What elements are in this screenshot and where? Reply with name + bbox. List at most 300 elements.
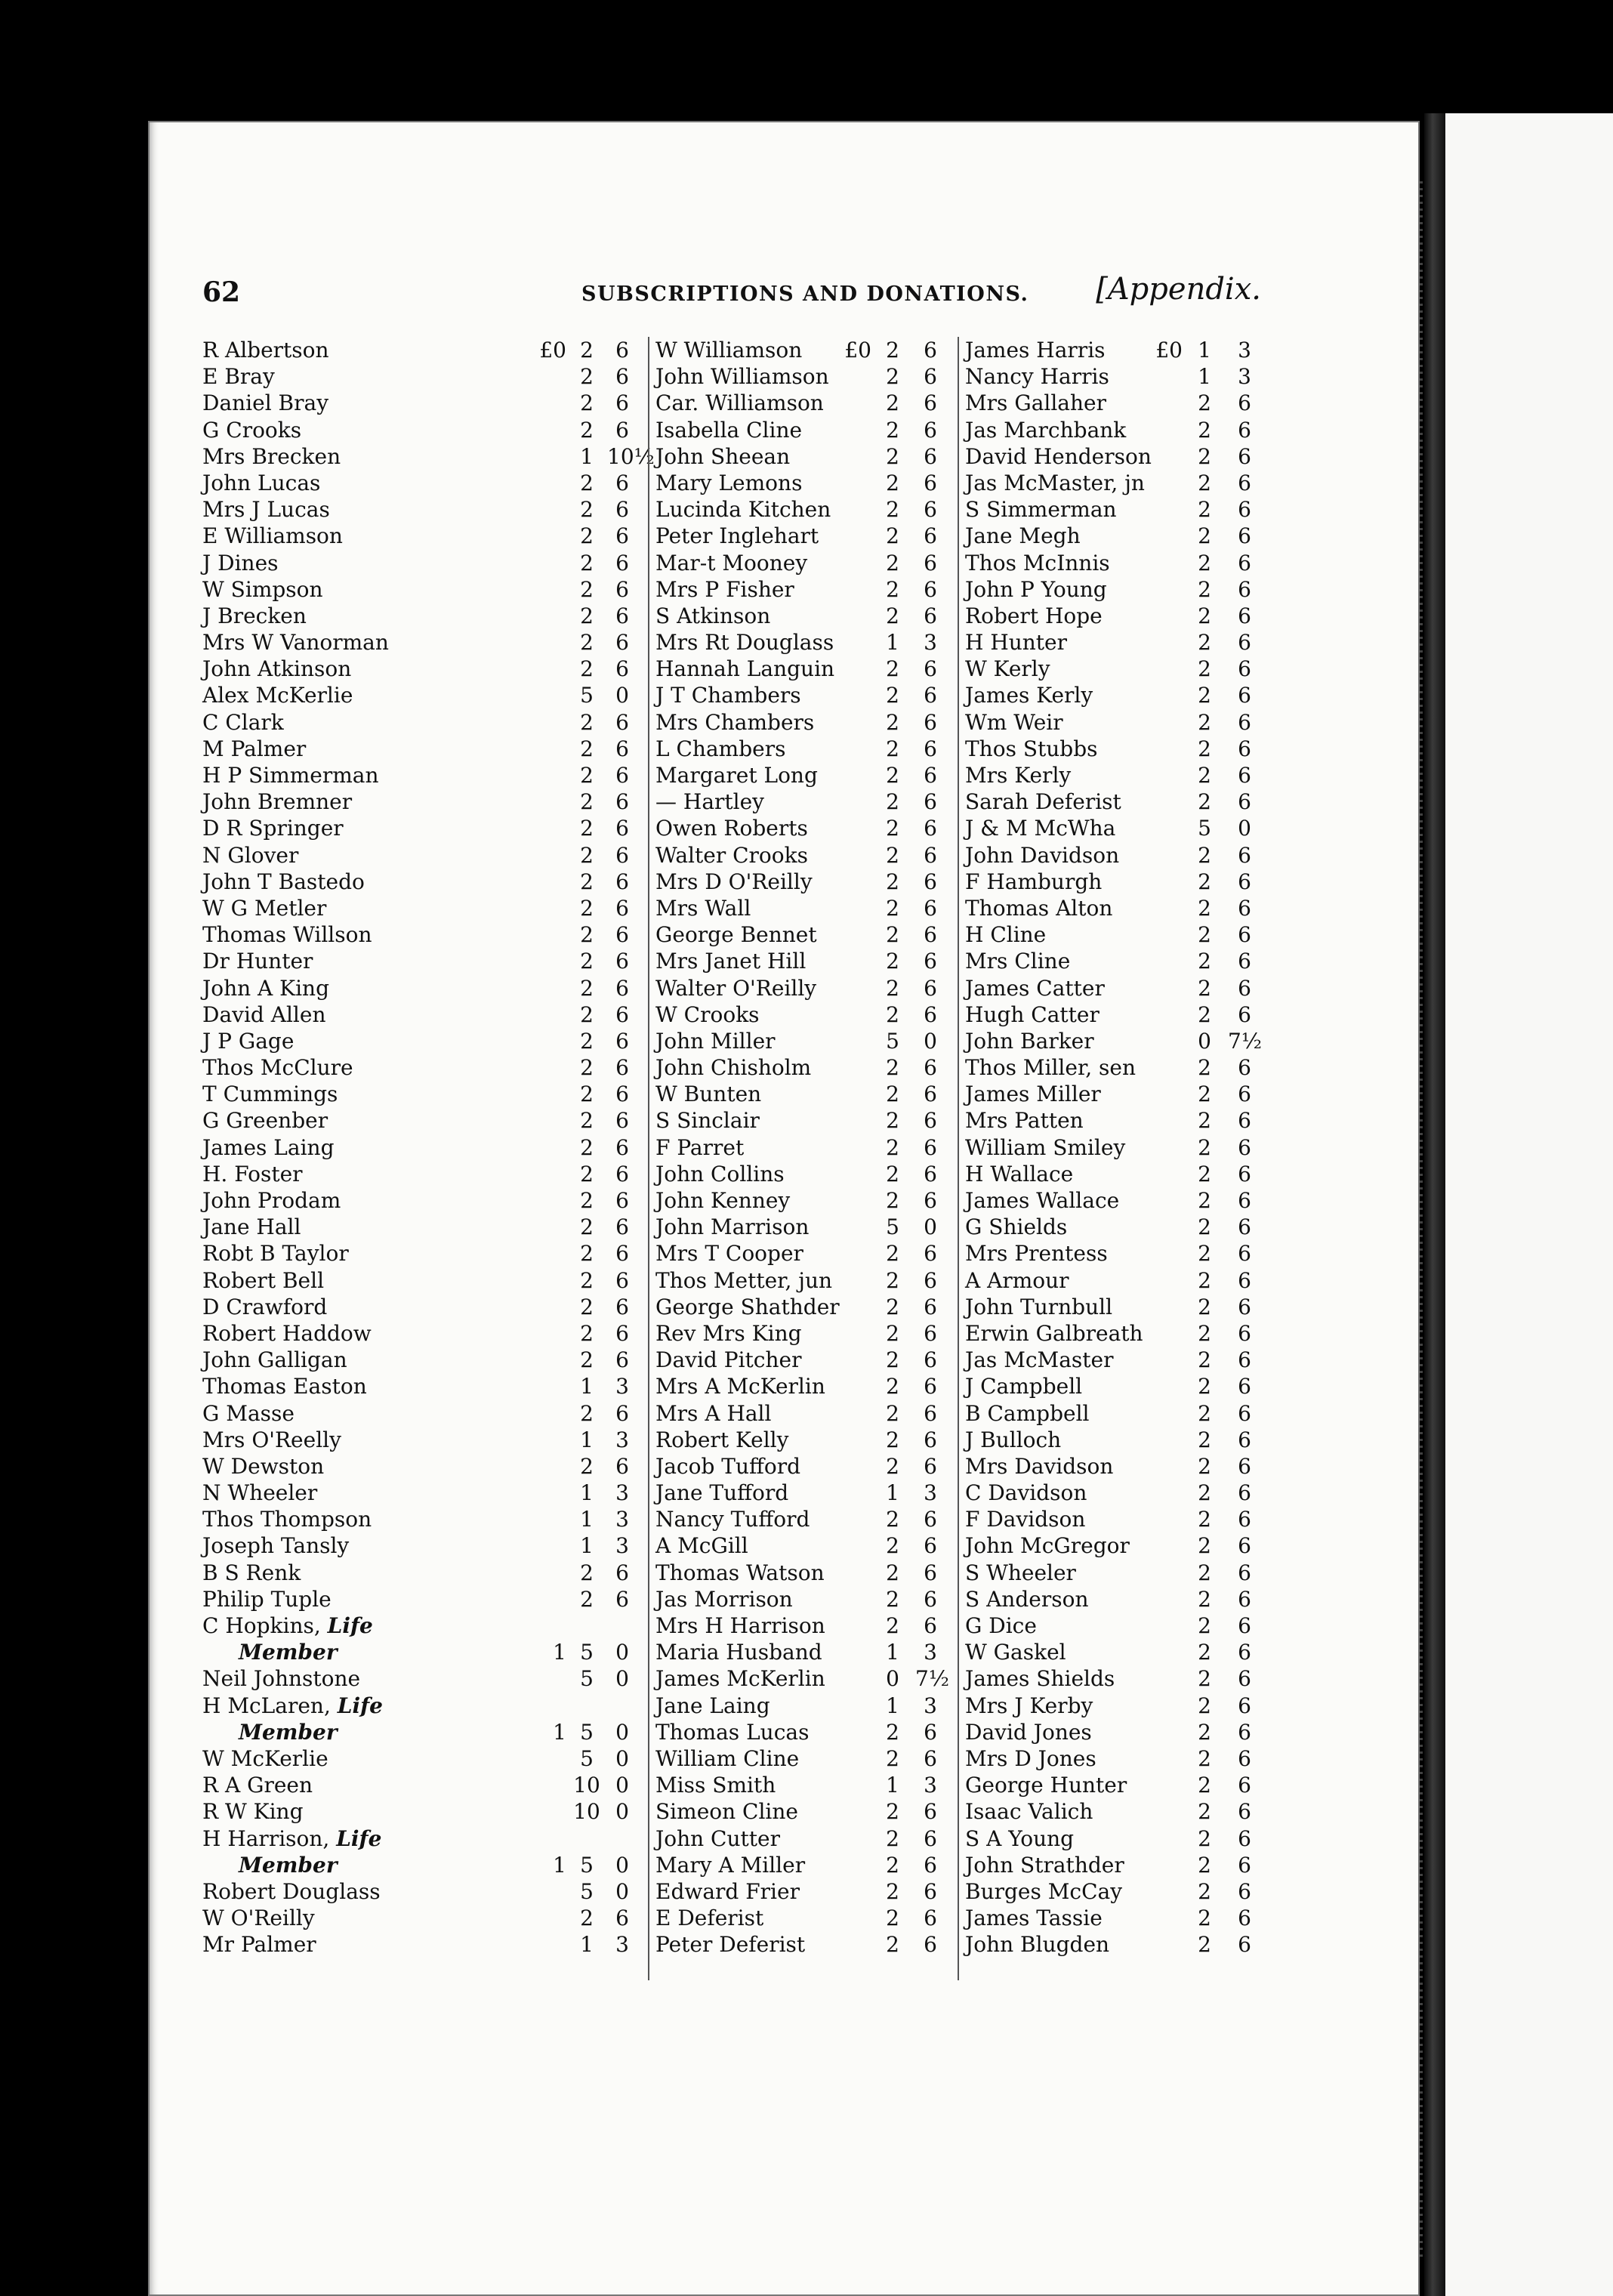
subscriber-name [202, 1081, 338, 1107]
amount-shillings: 2 [1198, 497, 1211, 523]
subscription-entry [959, 921, 1270, 948]
amount-pence: 6 [924, 763, 937, 788]
amount-shillings: 2 [886, 1533, 899, 1559]
amount-shillings: 10 [573, 1799, 600, 1825]
amount-shillings: 2 [1198, 895, 1211, 921]
amount-pence: 6 [615, 1400, 629, 1426]
subscription-entry [649, 1693, 953, 1719]
amount-pence: 6 [924, 1400, 937, 1426]
amount-shillings: 2 [580, 922, 594, 948]
subscription-entry [649, 1054, 953, 1081]
subscription-entry [202, 1852, 639, 1878]
subscription-entry [202, 762, 639, 788]
subscriber-name [202, 1905, 315, 1931]
subscriber-name-text: R Albertson [202, 338, 329, 363]
amount-pence: 6 [924, 338, 937, 363]
subscription-entry [649, 682, 953, 708]
subscriber-name [655, 842, 808, 869]
subscription-entry [202, 1693, 639, 1719]
subscription-entry [959, 682, 1270, 708]
amount-shillings: 2 [580, 1001, 594, 1027]
subscriber-name-text: S Simmerman [965, 497, 1117, 523]
subscriber-name-text: Mrs A McKerlin [655, 1374, 825, 1400]
subscriber-name-text: B Campbell [965, 1400, 1090, 1426]
subscription-entry [649, 815, 953, 841]
subscriber-name [655, 417, 802, 443]
subscriber-name [965, 1161, 1073, 1187]
subscription-entry [202, 1480, 639, 1506]
subscription-entry [649, 550, 953, 576]
subscription-entry [649, 1560, 953, 1586]
amount-shillings: 2 [1198, 842, 1211, 868]
amount-pence: 3 [924, 1693, 937, 1718]
amount-shillings: 1 [580, 1427, 594, 1452]
subscriber-name [655, 1506, 810, 1532]
amount-shillings: 2 [886, 736, 899, 761]
subscriber-name [655, 1373, 825, 1400]
subscriber-name [202, 576, 323, 603]
amount-pence: 3 [924, 1640, 937, 1665]
amount-pence: 0 [615, 1666, 629, 1692]
amount-pence: 6 [1238, 1480, 1251, 1506]
subscription-entry [202, 921, 639, 948]
subscriber-name-text: C Davidson [965, 1480, 1087, 1506]
subscriber-name [965, 1347, 1113, 1373]
subscriber-name-text: Mrs J Kerby [965, 1693, 1093, 1718]
subscription-entry [649, 1214, 953, 1240]
subscriber-name-text: Joseph Tansly [202, 1533, 350, 1559]
subscription-entry [649, 1028, 953, 1054]
amount-pence: 6 [615, 895, 629, 921]
amount-shillings: 2 [886, 417, 899, 443]
subscription-entry [959, 1480, 1270, 1506]
amount-shillings: 2 [1198, 1161, 1211, 1187]
subscriber-name [655, 1532, 748, 1559]
amount-shillings: 2 [1198, 1082, 1211, 1107]
amount-shillings: 2 [1198, 1241, 1211, 1267]
subscriber-name [655, 788, 764, 815]
amount-pence: 6 [1238, 1586, 1251, 1612]
amount-pence: 3 [924, 1773, 937, 1798]
subscription-entry [202, 1665, 639, 1692]
subscription-entry [202, 975, 639, 1001]
subscriber-name-text: William Smiley [965, 1134, 1126, 1160]
amount-pence: 3 [615, 1374, 629, 1400]
amount-pence: 6 [1238, 975, 1251, 1001]
amount-pence: 6 [924, 1188, 937, 1213]
amount-shillings: 2 [1198, 736, 1211, 761]
subscriber-name-text: John Blugden [965, 1932, 1110, 1958]
amount-shillings: 2 [886, 1241, 899, 1267]
subscriber-name [202, 470, 320, 496]
amount-shillings: 2 [580, 895, 594, 921]
subscription-entry [202, 1187, 639, 1214]
amount-pence: 6 [615, 364, 629, 390]
amount-pence: 6 [924, 1825, 937, 1851]
amount-shillings: 2 [580, 1347, 594, 1373]
subscriber-name-text: S Wheeler [965, 1560, 1076, 1585]
amount-pence: 6 [924, 975, 937, 1001]
amount-pence: 6 [924, 1586, 937, 1612]
amount-pence: 6 [615, 736, 629, 761]
subscription-entry [202, 709, 639, 736]
subscriber-name [202, 788, 352, 815]
amount-pence: 6 [924, 1161, 937, 1187]
amount-shillings: 2 [1198, 683, 1211, 708]
subscriber-name-text: W G Metler [202, 895, 327, 921]
subscriber-name-text: John Williamson [655, 364, 829, 390]
subscriber-name-text: Thos Metter, jun [655, 1267, 833, 1293]
subscriber-name [202, 1612, 373, 1639]
subscription-entry [959, 1294, 1270, 1320]
page-header [202, 272, 1261, 317]
amount-shillings: 2 [886, 338, 899, 363]
subscription-entry [959, 1347, 1270, 1373]
subscriber-name-text: D Crawford [202, 1294, 328, 1319]
subscriber-name [965, 417, 1126, 443]
subscriber-name-text: Jas McMaster [965, 1347, 1114, 1373]
subscriber-name-text: Burges McCay [965, 1878, 1123, 1904]
amount-shillings: 2 [886, 364, 899, 390]
subscriber-name-text: Jane Laing [655, 1693, 770, 1718]
subscriber-name-text: Robert Kelly [655, 1427, 789, 1452]
subscriber-name-text: Philip Tuple [202, 1586, 332, 1612]
subscriber-name [965, 470, 1145, 496]
subscriber-name-text: Jas Marchbank [965, 417, 1127, 443]
subscriber-name [202, 550, 279, 576]
amount-shillings: 2 [1198, 630, 1211, 656]
subscriber-name-text: John Lucas [202, 470, 321, 495]
amount-shillings: 2 [886, 1906, 899, 1931]
subscription-entry [202, 576, 639, 603]
subscriber-name [655, 1719, 809, 1745]
subscription-entry [649, 1665, 953, 1692]
subscriber-name-text: Mary A Miller [655, 1852, 806, 1878]
amount-pence: 6 [615, 1347, 629, 1373]
amount-shillings: 2 [580, 364, 594, 390]
subscription-entry [202, 1347, 639, 1373]
subscriber-name [655, 921, 817, 948]
subscription-entry [202, 1612, 639, 1639]
subscriber-name [202, 709, 284, 736]
subscriber-name [655, 656, 834, 682]
amount-pence: 3 [615, 1427, 629, 1452]
subscriber-name-text: L Chambers [655, 736, 786, 761]
amount-shillings: 2 [886, 1745, 899, 1771]
subscriber-name-text: B S Renk [202, 1560, 301, 1585]
subscription-entry [649, 842, 953, 869]
amount-pence: 6 [615, 1188, 629, 1213]
subscriber-name-text: Owen Roberts [655, 816, 808, 841]
subscriber-name [655, 1028, 776, 1054]
subscription-entry [202, 1745, 639, 1772]
amount-pence: 0 [615, 1799, 629, 1825]
amount-shillings: 1 [580, 1374, 594, 1400]
subscriber-name [202, 417, 301, 443]
subscriber-name [965, 762, 1071, 788]
amount-pence: 6 [924, 1374, 937, 1400]
amount-pence: 6 [924, 576, 937, 602]
amount-pence: 6 [924, 443, 937, 469]
subscription-entry [649, 1506, 953, 1532]
amount-shillings: 2 [580, 1586, 594, 1612]
amount-pence: 6 [924, 1294, 937, 1319]
subscription-entry [649, 1081, 953, 1107]
amount-pence: 6 [924, 656, 937, 682]
subscriber-name [655, 1161, 785, 1187]
subscriber-name-text: Nancy Tufford [655, 1507, 810, 1532]
subscription-entry [202, 1081, 639, 1107]
subscriber-name-text: John Barker [965, 1028, 1094, 1054]
amount-pence: 6 [1238, 470, 1251, 495]
amount-pence: 6 [924, 603, 937, 628]
amount-pence: 6 [615, 709, 629, 735]
subscription-entry [959, 470, 1270, 496]
amount-shillings: 1 [580, 1480, 594, 1506]
subscriber-name-text: Mrs Gallaher [965, 390, 1106, 416]
amount-shillings: 5 [886, 1028, 899, 1054]
amount-pence: 6 [615, 1294, 629, 1319]
amount-shillings: 2 [1198, 390, 1211, 416]
subscriber-name-text: James Wallace [965, 1188, 1120, 1213]
subscriber-name-text: Mrs Prentess [965, 1241, 1108, 1267]
subscriber-name [655, 363, 829, 390]
amount-pounds: 1 [553, 1719, 566, 1745]
subscription-entry [959, 576, 1270, 603]
subscriber-name [965, 842, 1119, 869]
subscription-entry [959, 337, 1270, 363]
amount-shillings: 5 [580, 1640, 594, 1665]
subscriber-name [655, 629, 834, 656]
subscription-entry [649, 1798, 953, 1825]
subscription-entry [202, 1240, 639, 1267]
subscriber-name [202, 1267, 324, 1294]
amount-shillings: 1 [886, 1773, 899, 1798]
subscriber-name [202, 1665, 360, 1692]
subscriber-name [239, 1852, 338, 1878]
subscriber-name-text: James Kerly [965, 683, 1093, 708]
amount-shillings: 2 [886, 1799, 899, 1825]
subscriber-name-text: John Atkinson [202, 656, 352, 682]
amount-shillings: 2 [1198, 1214, 1211, 1240]
amount-shillings: 2 [580, 1188, 594, 1213]
subscriber-name [655, 1745, 799, 1772]
subscription-entry [202, 443, 655, 470]
subscriber-name [965, 1745, 1096, 1772]
amount-pence: 0 [615, 683, 629, 708]
subscriber-name-text: James Miller [965, 1082, 1101, 1107]
subscriber-name [655, 1320, 802, 1347]
amount-shillings: 2 [886, 683, 899, 708]
subscriber-name-text: W Dewston [202, 1453, 325, 1479]
subscriber-name-text: Mr Palmer [202, 1932, 316, 1958]
subscriber-name [202, 1134, 335, 1161]
subscription-entry [202, 1054, 639, 1081]
subscription-entry [959, 550, 1270, 576]
subscriber-name [202, 1347, 347, 1373]
amount-shillings: 2 [580, 603, 594, 628]
amount-shillings: 2 [1198, 1055, 1211, 1081]
subscriber-name [965, 1532, 1130, 1559]
subscription-entry [649, 1001, 953, 1028]
amount-pounds: £0 [844, 338, 871, 363]
subscriber-name [965, 576, 1107, 603]
subscription-entry [202, 550, 639, 576]
subscription-entry [959, 842, 1270, 869]
subscriber-name-text: — Hartley [655, 789, 764, 815]
subscriber-name-text: S Atkinson [655, 603, 771, 628]
amount-shillings: 1 [580, 1932, 594, 1958]
amount-shillings: 2 [886, 1055, 899, 1081]
amount-shillings: 2 [1198, 576, 1211, 602]
subscription-entry [649, 337, 953, 363]
subscriber-name-text: H Hunter [965, 630, 1068, 656]
subscriber-name-text: W Williamson [655, 338, 803, 363]
subscription-entry [959, 1240, 1270, 1267]
subscriber-name-text: Edward Frier [655, 1878, 800, 1904]
subscriber-name-text: Mrs H Harrison [655, 1613, 825, 1638]
subscriber-name-text: Hannah Languin [655, 656, 835, 682]
amount-shillings: 2 [1198, 1693, 1211, 1718]
subscriber-name-text: Thos Thompson [202, 1507, 372, 1532]
amount-pence: 6 [924, 949, 937, 974]
amount-shillings: 0 [1198, 1028, 1211, 1054]
subscriber-name-text: J Dines [202, 550, 279, 576]
subscription-entry [959, 1054, 1270, 1081]
subscriber-name [655, 1772, 776, 1798]
amount-pence: 6 [615, 470, 629, 495]
subscriber-name-text: John Davidson [965, 842, 1120, 868]
subscriber-name [965, 1639, 1066, 1665]
subscriber-name [202, 363, 275, 390]
subscriber-name [202, 1001, 325, 1028]
subscriber-name-text: John T Bastedo [202, 869, 365, 894]
subscriber-name-text: John Marrison [655, 1214, 810, 1240]
amount-shillings: 5 [886, 1214, 899, 1240]
amount-shillings: 5 [1198, 816, 1211, 841]
amount-shillings: 2 [1198, 949, 1211, 974]
subscriber-name-text: E Bray [202, 364, 275, 390]
amount-shillings: 2 [886, 975, 899, 1001]
amount-shillings: 2 [1198, 1347, 1211, 1373]
amount-shillings: 2 [1198, 1586, 1211, 1612]
subscriber-name [965, 1373, 1082, 1400]
amount-shillings: 2 [886, 1082, 899, 1107]
subscription-entry [649, 1852, 953, 1878]
subscriber-name-text: John Sheean [655, 443, 791, 469]
amount-pence: 6 [924, 1533, 937, 1559]
amount-shillings: 2 [886, 1613, 899, 1638]
amount-pence: 6 [1238, 922, 1251, 948]
subscriber-name [965, 1612, 1037, 1639]
subscription-entry [202, 1001, 639, 1028]
amount-shillings: 2 [1198, 1825, 1211, 1851]
subscription-entry [202, 1453, 639, 1480]
subscription-entry [202, 1798, 639, 1825]
amount-pence: 6 [924, 922, 937, 948]
amount-shillings: 2 [1198, 1852, 1211, 1878]
subscriber-name [965, 1772, 1127, 1798]
amount-shillings: 2 [886, 1560, 899, 1585]
subscriber-name-text: Wm Weir [965, 709, 1063, 735]
amount-shillings: 2 [886, 789, 899, 815]
amount-shillings: 2 [1198, 1001, 1211, 1027]
subscriber-name-text: John Chisholm [655, 1055, 812, 1081]
subscriber-name-text: E Deferist [655, 1906, 764, 1931]
amount-pence: 6 [615, 1134, 629, 1160]
subscriber-name-text: John Collins [655, 1161, 785, 1187]
subscriber-name [202, 975, 329, 1001]
subscriber-name [965, 815, 1115, 841]
amount-pence: 3 [1238, 338, 1251, 363]
subscriber-name-text: W O'Reilly [202, 1906, 315, 1931]
subscriber-name-text: John Cutter [655, 1825, 780, 1851]
amount-pence: 6 [1238, 1852, 1251, 1878]
subscriber-name-text: James Laing [202, 1134, 335, 1160]
subscriber-name [965, 1028, 1094, 1054]
subscriber-name-text: Walter Crooks [655, 842, 808, 868]
amount-shillings: 2 [580, 417, 594, 443]
amount-pence: 6 [924, 1507, 937, 1532]
subscription-entry [202, 1506, 639, 1532]
subscriber-name-text: Nancy Harris [965, 364, 1109, 390]
amount-shillings: 2 [1198, 1188, 1211, 1213]
amount-pounds: £0 [1155, 338, 1183, 363]
subscriber-name-text: John Strathder [965, 1852, 1124, 1878]
subscriber-name [202, 1453, 324, 1480]
subscriber-name [965, 443, 1152, 470]
subscription-entry [649, 363, 953, 390]
amount-pence: 6 [1238, 1533, 1251, 1559]
life-member-label: Life [336, 1825, 382, 1851]
subscription-entry [202, 1772, 639, 1798]
subscription-entry [649, 576, 953, 603]
subscription-entry [959, 1560, 1270, 1586]
subscriber-name-text: John McGregor [965, 1533, 1130, 1559]
amount-pence: 6 [615, 1560, 629, 1585]
subscription-entry [649, 1586, 953, 1612]
amount-shillings: 2 [580, 975, 594, 1001]
subscription-entry [202, 815, 639, 841]
subscriber-name [965, 1294, 1112, 1320]
subscription-entry [649, 656, 953, 682]
subscriber-name-text: Thomas Willson [202, 922, 372, 948]
subscriber-name [965, 869, 1102, 895]
subscriber-name-text: Mrs J Lucas [202, 497, 330, 523]
amount-shillings: 2 [1198, 656, 1211, 682]
amount-shillings: 1 [886, 1640, 899, 1665]
subscriber-name-text: F Hamburgh [965, 869, 1103, 894]
subscriber-name [655, 390, 824, 416]
amount-shillings: 2 [886, 1267, 899, 1293]
amount-shillings: 2 [580, 338, 594, 363]
subscription-entry [202, 788, 639, 815]
subscriber-name [965, 1187, 1119, 1214]
subscriber-name [655, 1400, 771, 1427]
subscription-entry [649, 709, 953, 736]
subscription-entry [959, 1267, 1270, 1294]
subscription-entry [959, 1400, 1270, 1427]
amount-shillings: 2 [1198, 1560, 1211, 1585]
life-member-label: Life [327, 1613, 373, 1638]
amount-pence: 6 [924, 1320, 937, 1346]
subscription-entry [959, 1373, 1270, 1400]
amount-pence: 6 [615, 338, 629, 363]
amount-shillings: 2 [886, 1507, 899, 1532]
subscriber-name-text: S Sinclair [655, 1108, 760, 1134]
subscriber-name [965, 1506, 1085, 1532]
subscription-entry [649, 1905, 953, 1931]
